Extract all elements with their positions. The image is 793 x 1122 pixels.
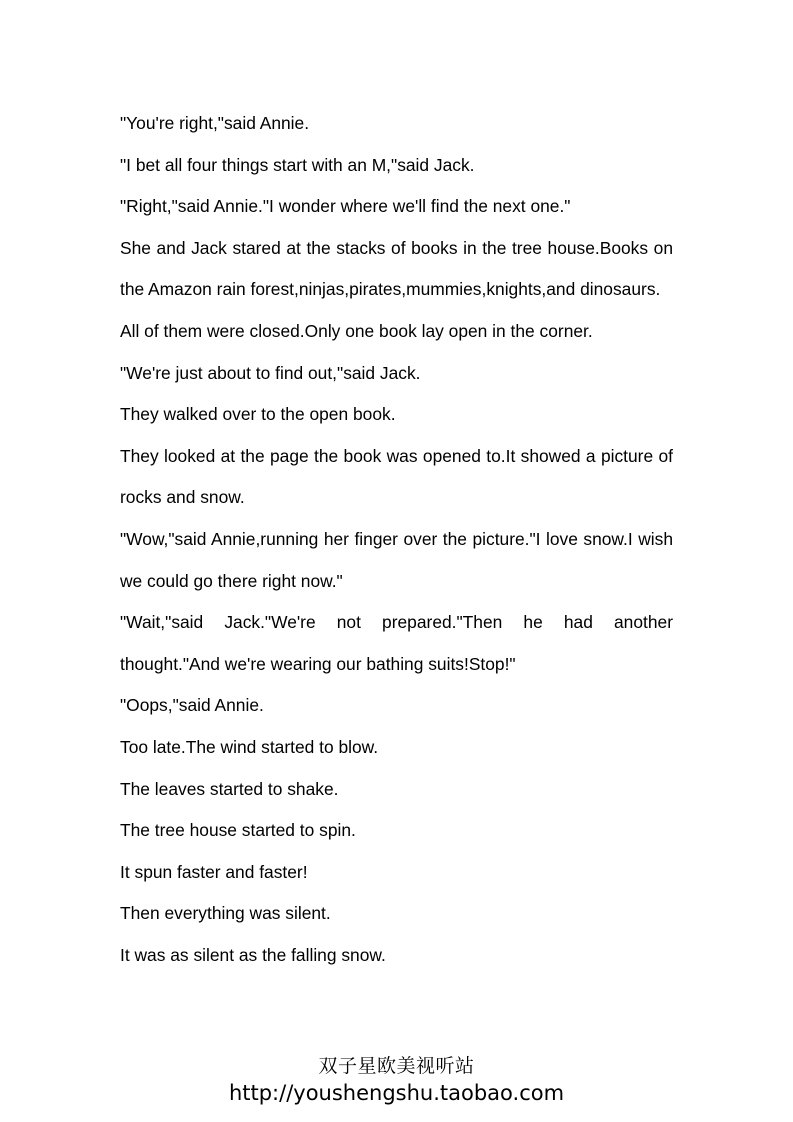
paragraph-6: "We're just about to find out,"said Jack. [120, 362, 421, 383]
paragraph-8: They looked at the page the book was opened to.It showed a picture of rocks and snow. [120, 445, 673, 508]
paragraph-12: Too late.The wind started to blow. [120, 736, 379, 757]
footer-shop-name: 双子星欧美视听站 [318, 1055, 475, 1077]
paragraph-16: Then everything was silent. [120, 903, 331, 924]
paragraph-5: All of them were closed.Only one book lay open in the corner. [120, 320, 593, 341]
paragraph-17: It was as silent as the falling snow. [120, 944, 386, 965]
paragraph-1: "You're right,"said Annie. [120, 113, 310, 133]
paragraph-13: The leaves started to shake. [120, 778, 339, 799]
paragraph-7: They walked over to the open book. [120, 404, 396, 425]
paragraph-15: It spun faster and faster! [120, 861, 308, 882]
paragraph-9: "Wow,"said Annie,running her finger over the picture."I love snow.I wish we could go there right now." [120, 528, 673, 591]
document-body [120, 103, 673, 976]
paragraph-10: "Wait,"said Jack."We're not prepared."Then he had another thought."And we're wearing our bathing suits!Stop!" [120, 612, 673, 674]
footer-url: http://youshengshu.taobao.com [228, 1081, 565, 1105]
paragraph-2: "I bet all four things start with an M,"said Jack. [120, 154, 475, 175]
paragraph-11: "Oops,"said Annie. [120, 695, 264, 716]
paragraph-14: The tree house started to spin. [120, 820, 356, 841]
paragraph-4: She and Jack stared at the stacks of books in the tree house.Books on the Amazon rain forest,ninjas,pirates,mummies,knights,and dinosaurs. [120, 237, 673, 300]
paragraph-3: "Right,"said Annie."I wonder where we'll find the next one." [120, 196, 571, 217]
